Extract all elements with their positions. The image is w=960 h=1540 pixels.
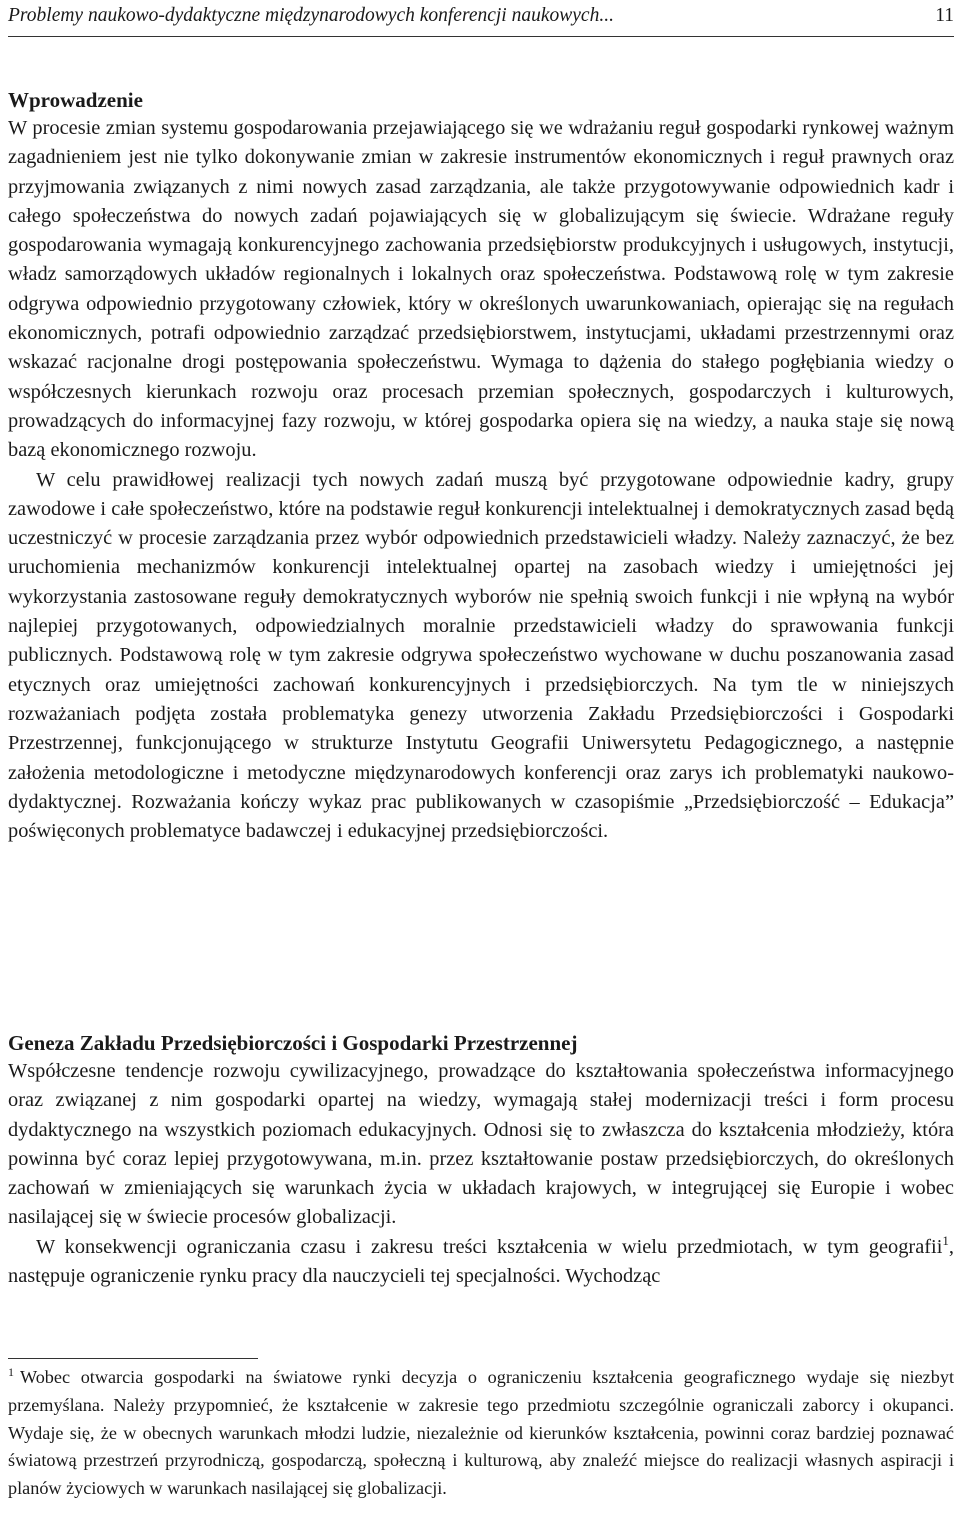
- section-genesis: [8, 1029, 954, 1291]
- genesis-paragraph-1: Współczesne tendencje rozwoju cywilizacyjnego, prowadzące do kształtowania społeczeństwa informacyjnego oraz związanej z nim gospodarki opartej na wiedzy, wymagają stałej modernizacji treści i form procesu dydaktycznego na wszystkich poziomach edukacyjnych. Odnosi się to zwłaszcza do kształcenia młodzieży, która powinna być coraz lepiej przygotowywana, m.in. przez kształtowanie postaw przedsiębiorczych, do określonych zachowań w zmieniających się warunkach życia w układach krajowych, w integrującej się Europie i wobec nasilającej się w świecie procesów globalizacji.: [8, 1060, 954, 1229]
- page-number: 11: [935, 5, 954, 26]
- footnote-number: 1: [8, 1364, 14, 1379]
- footnote-divider: [8, 1358, 258, 1359]
- footnote: [8, 1364, 954, 1503]
- intro-paragraph-1: W procesie zmian systemu gospodarowania przejawiającego się we wdrażaniu reguł gospodarki rynkowej ważnym zagadnieniem jest nie tylko dokonywanie zmian w zakresie instrumentów ekonomicznych i reguł prawnych oraz przyjmowania związanych z nimi nowych zasad zarządzania, ale także przygotowywanie odpowiednich kadr i całego społeczeństwa do nowych zadań pojawiających się w globalizującym się świecie. Wdrażane reguły gospodarowania wymagają konkurencyjnego zachowania przedsiębiorstw produkcyjnych i usługowych, instytucji, władz samorządowych układów regionalnych i lokalnych oraz społeczeństwa. Podstawową rolę w tym zakresie odgrywa odpowiednio przygotowany człowiek, który w określonych uwarunkowaniach, opierając się na regułach ekonomicznych, potrafi odpowiednio zarządzać przedsiębiorstwem, instytucjami, układami przestrzennymi oraz wskazać racjonalne drogi postępowania społeczeństwu. Wymaga to dążenia do stałego pogłębiania wiedzy o współczesnych kierunkach rozwoju oraz procesach przemian społecznych, gospodarczych i kulturowych, prowadzących do informacyjnej fazy rozwoju, w której gospodarka opiera się na wiedzy, a nauka staje się nową bazą ekonomicznego rozwoju.: [8, 117, 954, 462]
- footnote-text: Wobec otwarcia gospodarki na światowe rynki decyzja o ograniczeniu kształcenia geograficznego wydaje się niezbyt przemyślana. Należy przypomnieć, że kształcenie w zakresie tego przedmiotu szczególnie ograniczali zaborcy i okupanci. Wydaje się, że w obecnych warunkach młodzi ludzie, niezależnie od kierunków kształcenia, powinni coraz bardziej poznawać światową przestrzeń przyrodniczą, gospodarczą, społeczną i kulturową, aby znaleźć miejsce do realizacji własnych aspiracji i planów życiowych w warunkach nasilającej się globalizacji.: [8, 1367, 954, 1499]
- section-heading-introduction: Wprowadzenie: [8, 88, 143, 112]
- intro-paragraph-2: W celu prawidłowej realizacji tych nowych zadań muszą być przygotowane odpowiednie kadry, grupy zawodowe i całe społeczeństwo, które na podstawie reguł konkurencji intelektualnej i demokratycznych zasad będą uczestniczyć w procesie zarządzania przez wybór odpowiednich przedstawicieli władzy. Należy zaznaczyć, że bez uruchomienia mechanizmów konkurencji intelektualnej opartej na zasobach wiedzy i umiejętności jej wykorzystania zastosowane reguły demokratycznych wyborów nie spełnią swoich funkcji i nie wpłyną na wybór najlepiej przygotowanych, odpowiedzialnych moralnie przedstawicieli władzy do sprawowania funkcji publicznych. Podstawową rolę w tym zakresie odgrywa społeczeństwo wychowane w duchu poszanowania zasad etycznych oraz umiejętności zachowań konkurencyjnych i przedsiębiorczych. Na tym tle w niniejszych rozważaniach podjęta została problematyka genezy utworzenia Zakładu Przedsiębiorczości i Gospodarki Przestrzennej, funkcjonującego w strukturze Instytutu Geografii Uniwersytetu Pedagogicznego, a następnie założenia metodologiczne i metodyczne międzynarodowych konferencji oraz zarys ich problematyki naukowo-dydaktycznej. Rozważania kończy wykaz prac publikowanych w czasopiśmie „Przedsiębiorczość – Edukacja” poświęconych problematyce badawczej i edukacyjnej przedsiębiorczości.: [8, 468, 954, 843]
- footnote-reference[interactable]: 1: [942, 1232, 949, 1248]
- section-heading-genesis: Geneza Zakładu Przedsiębiorczości i Gospodarki Przestrzennej: [8, 1031, 578, 1055]
- section-introduction: [8, 86, 954, 846]
- running-title: Problemy naukowo-dydaktyczne międzynarodowych konferencji naukowych...: [8, 5, 614, 26]
- header-divider: [8, 36, 954, 37]
- genesis-paragraph-2: [8, 1233, 954, 1292]
- genesis-paragraph-2-text-b: , następuje ograniczenie rynku pracy dla nauczycieli tej specjalności. Wychodząc: [8, 1235, 954, 1288]
- running-header: [8, 2, 954, 30]
- genesis-paragraph-2-text-a: W konsekwencji ograniczania czasu i zakresu treści kształcenia w wielu przedmiotach, w tym geografii: [36, 1235, 943, 1258]
